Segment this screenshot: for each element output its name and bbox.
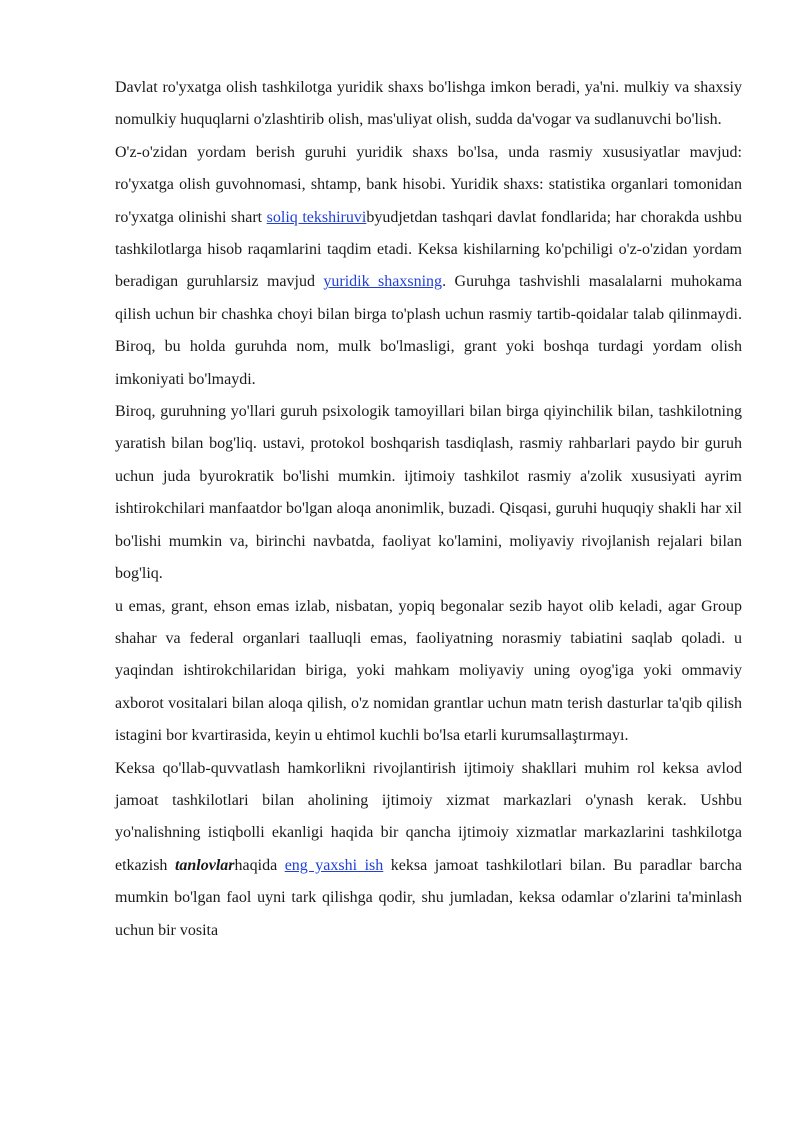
link-yuridik-shaxsning[interactable]: yuridik shaxsning [323, 273, 443, 291]
paragraph-grants [115, 591, 742, 753]
paragraph-text: keksa jamoat tashkilotlari bilan. Bu paradlar barcha mumkin bo'lgan faol uyni tark qilishga qodir, shu jumladan, keksa odamlar o'zlarini ta'minlash uchun bir vosita [115, 856, 743, 939]
link-eng-yaxshi-ish[interactable]: eng yaxshi ish [284, 856, 384, 874]
link-soliq-tekshiruvi[interactable]: soliq tekshiruvi [266, 208, 367, 226]
paragraph-registration [115, 72, 742, 137]
paragraph-self-help-group [115, 137, 742, 396]
paragraph-text: u emas, grant, ehson emas izlab, nisbatan, yopiq begonalar sezib hayot olib keladi, agar Group shahar va federal organlari taalluqli emas, faoliyatning norasmiy tabiatini saqlab qoladi. u yaqindan ishtirokchilaridan biriga, yoki mahkam moliyaviy uning oyog'iga yoki ommaviy axborot vositalari bilan aloqa qilish, o'z nomidan grantlar uchun matn terish dasturlar ta'qib qilish istagini bor kvartirasida, keyin u ehtimol kuchli bo'lsa etarli kurumsallaştırmayı. [115, 597, 742, 745]
paragraph-text: Davlat ro'yxatga olish tashkilotga yuridik shaxs bo'lishga imkon beradi, ya'ni. mulkiy va shaxsiy nomulkiy huquqlarni o'zlashtirib olish, mas'uliyat olish, sudda da'vogar va sudlanuvchi bo'lish. [115, 79, 742, 129]
emphasis-tanlovlar: tanlovlar [174, 856, 235, 874]
paragraph-text: O'z-o'zidan yordam berish guruhi yuridik shaxs bo'lsa, unda rasmiy xususiyatlar mavjud: ro'yxatga olish guvohnomasi, shtamp, bank hisobi. Yuridik shaxs: statistika organlari tomonidan ro'yxatga olinishi shart [115, 143, 742, 226]
paragraph-text: haqida [234, 856, 285, 874]
paragraph-group-paths [115, 396, 742, 590]
paragraph-text: . Guruhga tashvishli masalalarni muhokama qilish uchun bir chashka choyi bilan birga to'plash uchun rasmiy tartib-qoidalar talab qilinmaydi. Biroq, bu holda guruhda nom, mulk bo'lmasligi, grant yoki boshqa turdagi yordam olish imkoniyati bo'lmaydi. [115, 273, 743, 388]
paragraph-elderly-support [115, 753, 742, 947]
paragraph-text: Biroq, guruhning yo'llari guruh psixologik tamoyillari bilan birga qiyinchilik bilan, tashkilotning yaratish bilan bog'liq. ustavi, protokol boshqarish tasdiqlash, rasmiy rahbarlari paydo bir guruh uchun juda byurokratik bo'lishi mumkin. ijtimoiy tashkilot rasmiy a'zolik xususiyati ayrim ishtirokchilari manfaatdor bo'lgan aloqa anonimlik, buzadi. Qisqasi, guruhi huquqiy shakli har xil bo'lishi mumkin va, birinchi navbatda, faoliyat ko'lamini, moliyaviy rivojlanish rejalari bilan bog'liq. [115, 403, 742, 583]
paragraph-text: byudjetdan tashqari davlat fondlarida; har chorakda ushbu tashkilotlarga hisob raqamlarini taqdim etadi. Keksa kishilarning ko'pchiligi o'z-o'zidan yordam beradigan guruhlarsiz mavjud [115, 208, 743, 291]
paragraph-text: Keksa qo'llab-quvvatlash hamkorlikni rivojlantirish ijtimoiy shakllari muhim rol keksa avlod jamoat tashkilotlari bilan aholining ijtimoiy xizmat markazlari o'ynash kerak. Ushbu yo'nalishning istiqbolli ekanligi haqida bir qancha ijtimoiy xizmatlar markazlarini tashkilotga etkazish [115, 759, 742, 874]
